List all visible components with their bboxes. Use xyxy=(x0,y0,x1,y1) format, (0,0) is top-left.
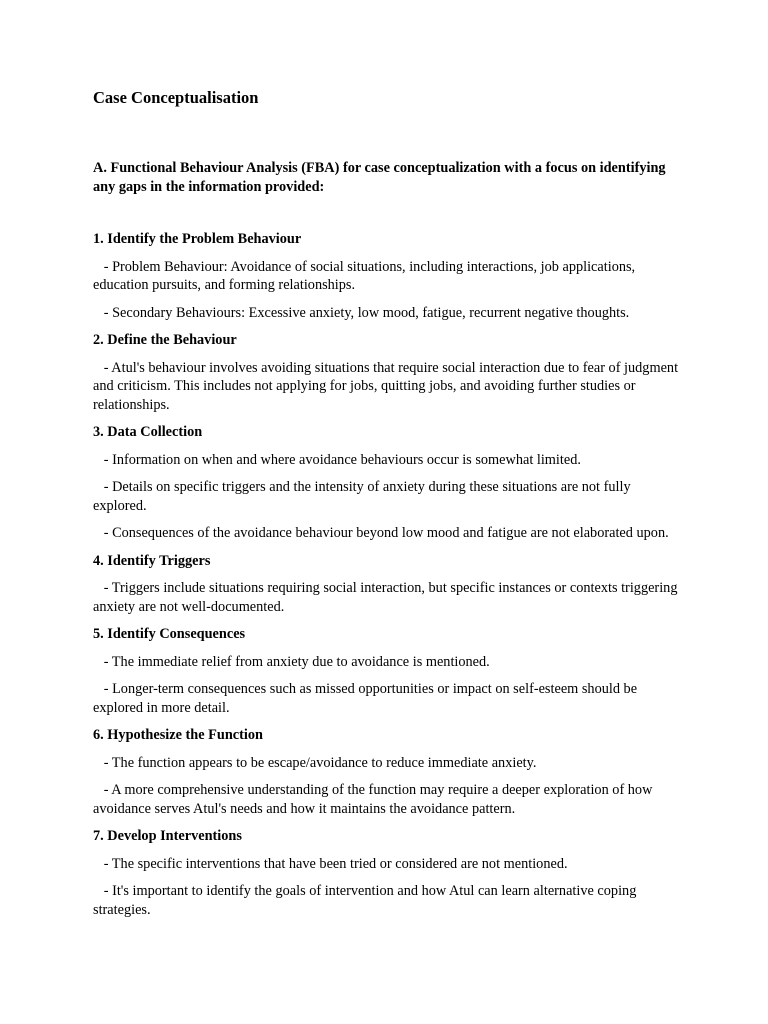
section-bullet: - Information on when and where avoidance behaviours occur is somewhat limited. xyxy=(93,451,581,468)
section-bullet: - Triggers include situations requiring social interaction, but specific instances or contexts triggering anxiety are not well-documented. xyxy=(93,580,682,615)
section xyxy=(93,423,683,543)
section-bullet: - Secondary Behaviours: Excessive anxiety, low mood, fatigue, recurrent negative thoughts. xyxy=(93,304,630,321)
section-bullet: - The immediate relief from anxiety due to avoidance is mentioned. xyxy=(93,653,490,670)
document-body xyxy=(93,88,683,928)
section-heading: 1. Identify the Problem Behaviour xyxy=(93,231,302,247)
section-heading: 4. Identify Triggers xyxy=(93,552,211,569)
sections-list xyxy=(93,230,683,919)
section-bullet: - Problem Behaviour: Avoidance of social situations, including interactions, job applications, education pursuits, and forming relationships. xyxy=(93,258,639,293)
section xyxy=(93,625,683,717)
section-heading: 3. Data Collection xyxy=(93,424,203,440)
section-bullet: - The function appears to be escape/avoidance to reduce immediate anxiety. xyxy=(93,754,537,771)
section-heading: 2. Define the Behaviour xyxy=(93,332,237,348)
section xyxy=(93,331,683,414)
section-heading: 7. Develop Interventions xyxy=(93,828,242,844)
section-bullet: - Longer-term consequences such as missed opportunities or impact on self-esteem should be explored in more detail. xyxy=(93,681,641,716)
section xyxy=(93,827,683,919)
section-bullet: - The specific interventions that have been tried or considered are not mentioned. xyxy=(93,855,568,872)
document-title: Case Conceptualisation xyxy=(93,88,259,107)
section-heading: 6. Hypothesize the Function xyxy=(93,727,263,743)
section xyxy=(93,552,683,617)
section-bullet: - A more comprehensive understanding of the function may require a deeper exploration of how avoidance serves Atul's needs and how it maintains the avoidance pattern. xyxy=(93,782,656,817)
section-bullet: - It's important to identify the goals of intervention and how Atul can learn alternative coping strategies. xyxy=(93,883,640,918)
section-bullet: - Details on specific triggers and the intensity of anxiety during these situations are not fully explored. xyxy=(93,479,635,514)
section-bullet: - Atul's behaviour involves avoiding situations that require social interaction due to fear of judgment and criticism. This includes not applying for jobs, quitting jobs, and avoiding further studies or relationships. xyxy=(93,359,682,413)
intro-heading: A. Functional Behaviour Analysis (FBA) for case conceptualization with a focus on identifying any gaps in the information provided: xyxy=(93,160,666,195)
section xyxy=(93,726,683,818)
section-bullet: - Consequences of the avoidance behaviour beyond low mood and fatigue are not elaborated upon. xyxy=(93,525,669,541)
section-heading: 5. Identify Consequences xyxy=(93,626,246,642)
section xyxy=(93,230,683,322)
